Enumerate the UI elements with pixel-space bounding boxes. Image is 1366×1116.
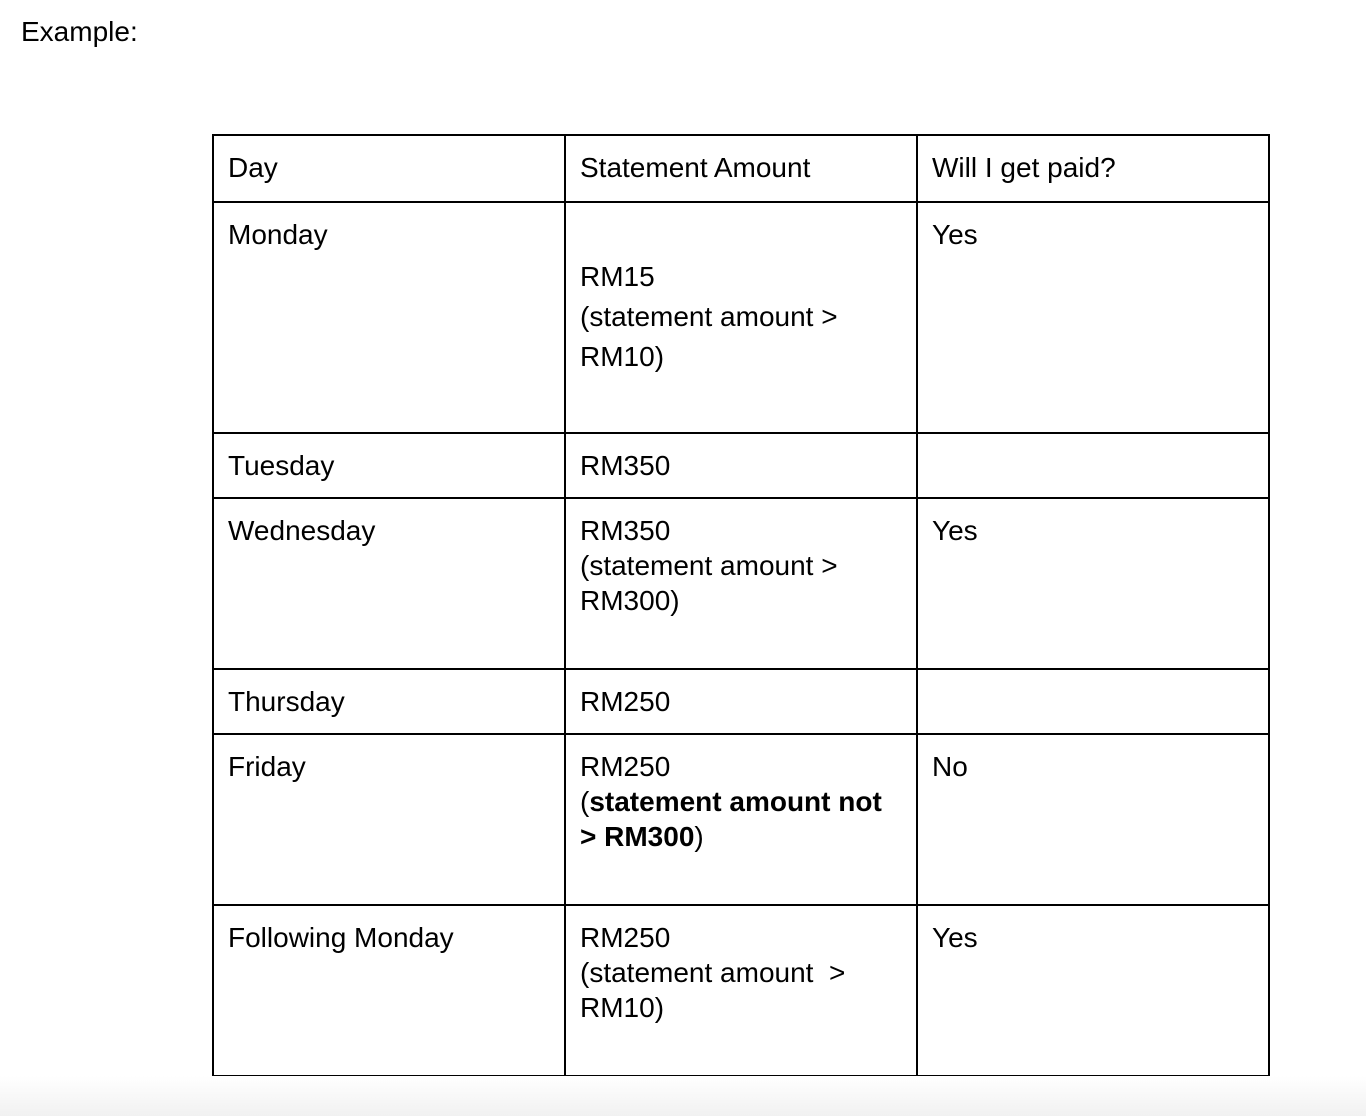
amount-line: RM250 xyxy=(580,686,671,717)
paid-cell xyxy=(917,433,1269,498)
amount-line xyxy=(580,784,902,819)
day-cell: Following Monday xyxy=(213,905,565,1076)
day-cell: Wednesday xyxy=(213,498,565,669)
table-row xyxy=(213,734,1269,905)
amount-line: RM10) xyxy=(580,992,665,1023)
amount-line: (statement amount > xyxy=(580,550,838,581)
amount-line: RM15 xyxy=(580,261,655,292)
amount-line: (statement amount > xyxy=(580,957,846,988)
table-row xyxy=(213,905,1269,1076)
amount-cell xyxy=(565,498,917,669)
amount-cell xyxy=(565,669,917,734)
day-cell: Tuesday xyxy=(213,433,565,498)
example-table xyxy=(212,134,1270,1077)
paid-cell: No xyxy=(917,734,1269,905)
paid-cell: Yes xyxy=(917,498,1269,669)
bottom-fade xyxy=(0,1076,1366,1116)
paren-close: ) xyxy=(694,821,704,852)
amount-line: RM250 xyxy=(580,922,671,953)
bold-condition: > RM300 xyxy=(580,821,695,852)
header-day: Day xyxy=(213,135,565,202)
header-statement-amount: Statement Amount xyxy=(565,135,917,202)
paid-cell: Yes xyxy=(917,202,1269,433)
day-cell: Monday xyxy=(213,202,565,433)
amount-cell xyxy=(565,734,917,905)
day-cell: Thursday xyxy=(213,669,565,734)
table-row xyxy=(213,202,1269,433)
amount-cell xyxy=(565,905,917,1076)
paid-cell: Yes xyxy=(917,905,1269,1076)
header-will-i-get-paid: Will I get paid? xyxy=(917,135,1269,202)
header-row xyxy=(213,135,1269,202)
amount-cell xyxy=(565,202,917,433)
paren-open: ( xyxy=(580,786,590,817)
table-row xyxy=(213,669,1269,734)
amount-line: RM300) xyxy=(580,585,680,616)
day-cell: Friday xyxy=(213,734,565,905)
amount-line: RM250 xyxy=(580,751,671,782)
amount-cell xyxy=(565,433,917,498)
bold-condition: statement amount not xyxy=(589,786,882,817)
amount-line: RM350 xyxy=(580,450,671,481)
amount-line: (statement amount > xyxy=(580,301,838,332)
table-row xyxy=(213,433,1269,498)
paid-cell xyxy=(917,669,1269,734)
amount-line: RM350 xyxy=(580,515,671,546)
table-row xyxy=(213,498,1269,669)
amount-line xyxy=(580,819,902,854)
intro-text: Example: xyxy=(21,16,138,47)
amount-line: RM10) xyxy=(580,341,665,372)
